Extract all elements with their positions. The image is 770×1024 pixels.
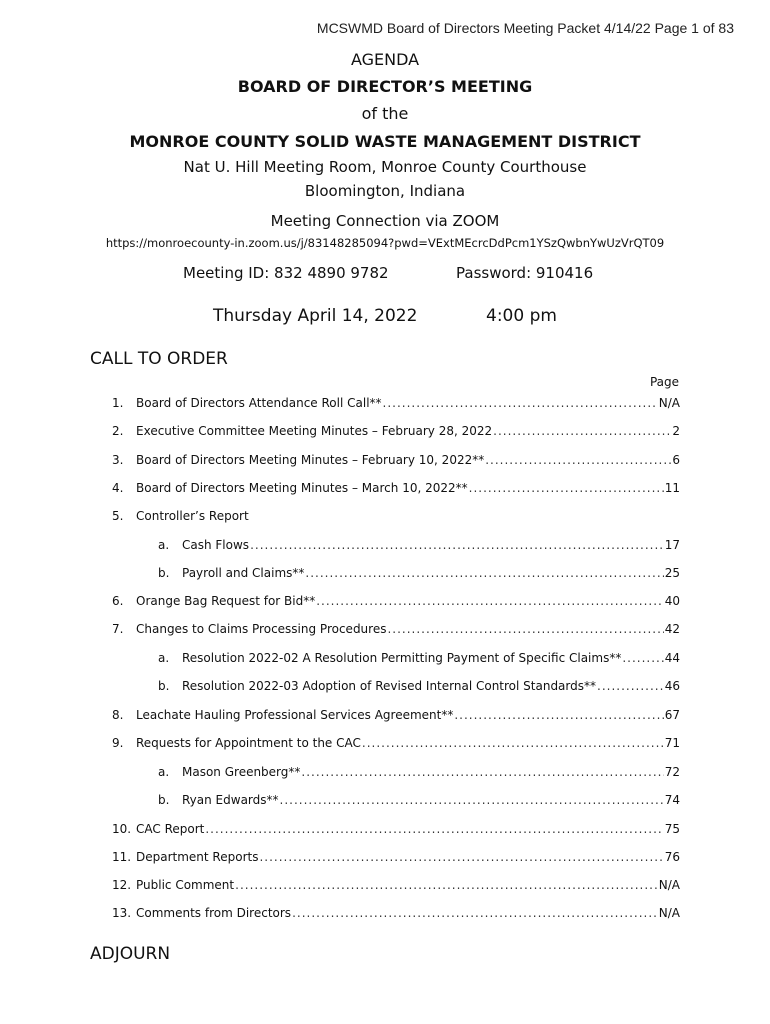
agenda-item-5	[112, 509, 680, 527]
agenda-item-7	[112, 622, 680, 640]
meeting-date: Thursday April 14, 2022	[213, 306, 418, 326]
agenda-subitem-5a	[158, 538, 680, 556]
item-number: 8.	[112, 708, 124, 722]
agenda-subitem-9a	[158, 765, 680, 783]
item-page: 6	[672, 453, 680, 467]
leader-dots	[205, 822, 663, 836]
agenda-item-8	[112, 708, 680, 726]
item-number: b.	[158, 679, 170, 693]
item-label: CAC Report	[136, 822, 205, 836]
item-number: 13.	[112, 906, 132, 920]
item-number: 2.	[112, 424, 124, 438]
item-label: Board of Directors Meeting Minutes – February 10, 2022**	[136, 453, 485, 467]
location-room: Nat U. Hill Meeting Room, Monroe County Courthouse	[183, 158, 587, 176]
item-page: 40	[664, 594, 680, 608]
item-number: 4.	[112, 481, 124, 495]
item-number: 11.	[112, 850, 132, 864]
item-label: Ryan Edwards**	[182, 793, 279, 807]
leader-dots	[485, 453, 671, 467]
leader-dots	[259, 850, 663, 864]
item-label: Controller’s Report	[136, 509, 249, 523]
zoom-link[interactable]: https://monroecounty-in.zoom.us/j/83148285094?pwd=VExtMEcrcDdPcm1YSzQwbnYwUzVrQT09	[105, 236, 665, 250]
item-number: a.	[158, 765, 170, 779]
item-page: 42	[664, 622, 680, 636]
item-page: 75	[664, 822, 680, 836]
agenda-subitem-7b	[158, 679, 680, 697]
item-number: 12.	[112, 878, 132, 892]
item-page: N/A	[658, 396, 680, 410]
leader-dots	[235, 878, 658, 892]
item-page: N/A	[658, 906, 680, 920]
meeting-id: Meeting ID: 832 4890 9782	[183, 264, 389, 282]
item-number: a.	[158, 538, 170, 552]
meeting-time: 4:00 pm	[486, 306, 557, 326]
agenda-item-3	[112, 453, 680, 471]
item-label: Public Comment	[136, 878, 235, 892]
item-number: b.	[158, 793, 170, 807]
leader-dots	[316, 594, 663, 608]
item-page: 72	[664, 765, 680, 779]
item-page: 2	[672, 424, 680, 438]
leader-dots	[493, 424, 671, 438]
agenda-subitem-5b	[158, 566, 680, 584]
leader-dots	[250, 538, 664, 552]
item-number: 10.	[112, 822, 132, 836]
item-label: Board of Directors Attendance Roll Call**	[136, 396, 382, 410]
page-column-header: Page	[649, 375, 679, 389]
agenda-item-1	[112, 396, 680, 414]
item-label: Cash Flows	[182, 538, 250, 552]
district-title: MONROE COUNTY SOLID WASTE MANAGEMENT DISTRICT	[129, 132, 641, 151]
item-label: Board of Directors Meeting Minutes – March 10, 2022**	[136, 481, 468, 495]
agenda-item-6	[112, 594, 680, 612]
item-number: 5.	[112, 509, 124, 523]
leader-dots	[469, 481, 664, 495]
item-number: a.	[158, 651, 170, 665]
item-label: Requests for Appointment to the CAC	[136, 736, 361, 750]
agenda-item-13	[112, 906, 680, 924]
item-label: Changes to Claims Processing Procedures	[136, 622, 387, 636]
connection-label: Meeting Connection via ZOOM	[270, 212, 500, 230]
leader-dots	[622, 651, 663, 665]
agenda-item-11	[112, 850, 680, 868]
item-label: Resolution 2022-02 A Resolution Permitting Payment of Specific Claims**	[182, 651, 622, 665]
item-number: 9.	[112, 736, 124, 750]
location-city: Bloomington, Indiana	[304, 182, 466, 200]
item-number: 7.	[112, 622, 124, 636]
meeting-title: BOARD OF DIRECTOR’S MEETING	[237, 77, 533, 96]
item-page: 67	[664, 708, 680, 722]
agenda-item-9	[112, 736, 680, 754]
packet-header: MCSWMD Board of Directors Meeting Packet 4/14/22 Page 1 of 83	[316, 20, 734, 36]
item-page: 44	[664, 651, 680, 665]
agenda-item-4	[112, 481, 680, 499]
item-page: 11	[664, 481, 680, 495]
agenda-item-10	[112, 822, 680, 840]
leader-dots	[387, 622, 663, 636]
leader-dots	[383, 396, 658, 410]
item-page: 71	[664, 736, 680, 750]
leader-dots	[292, 906, 658, 920]
meeting-password: Password: 910416	[456, 264, 594, 282]
item-page: 17	[664, 538, 680, 552]
of-the-text: of the	[361, 104, 409, 123]
leader-dots	[301, 765, 663, 779]
item-label: Department Reports	[136, 850, 259, 864]
item-label: Resolution 2022-03 Adoption of Revised Internal Control Standards**	[182, 679, 597, 693]
item-page: 74	[664, 793, 680, 807]
call-to-order-heading: CALL TO ORDER	[90, 349, 228, 369]
item-page: 46	[664, 679, 680, 693]
item-label: Mason Greenberg**	[182, 765, 301, 779]
item-label: Executive Committee Meeting Minutes – February 28, 2022	[136, 424, 493, 438]
item-page: 25	[664, 566, 680, 580]
leader-dots	[362, 736, 664, 750]
item-number: 1.	[112, 396, 124, 410]
leader-dots	[454, 708, 663, 722]
adjourn-heading: ADJOURN	[90, 944, 171, 964]
item-page: 76	[664, 850, 680, 864]
leader-dots	[305, 566, 663, 580]
item-number: 6.	[112, 594, 124, 608]
item-label: Payroll and Claims**	[182, 566, 305, 580]
item-label: Comments from Directors	[136, 906, 292, 920]
agenda-item-12	[112, 878, 680, 896]
agenda-item-2	[112, 424, 680, 442]
agenda-subitem-7a	[158, 651, 680, 669]
leader-dots	[597, 679, 664, 693]
item-label: Leachate Hauling Professional Services Agreement**	[136, 708, 454, 722]
item-number: b.	[158, 566, 170, 580]
agenda-label: AGENDA	[350, 50, 420, 69]
leader-dots	[280, 793, 664, 807]
item-page: N/A	[658, 878, 680, 892]
agenda-subitem-9b	[158, 793, 680, 811]
item-number: 3.	[112, 453, 124, 467]
item-label: Orange Bag Request for Bid**	[136, 594, 316, 608]
